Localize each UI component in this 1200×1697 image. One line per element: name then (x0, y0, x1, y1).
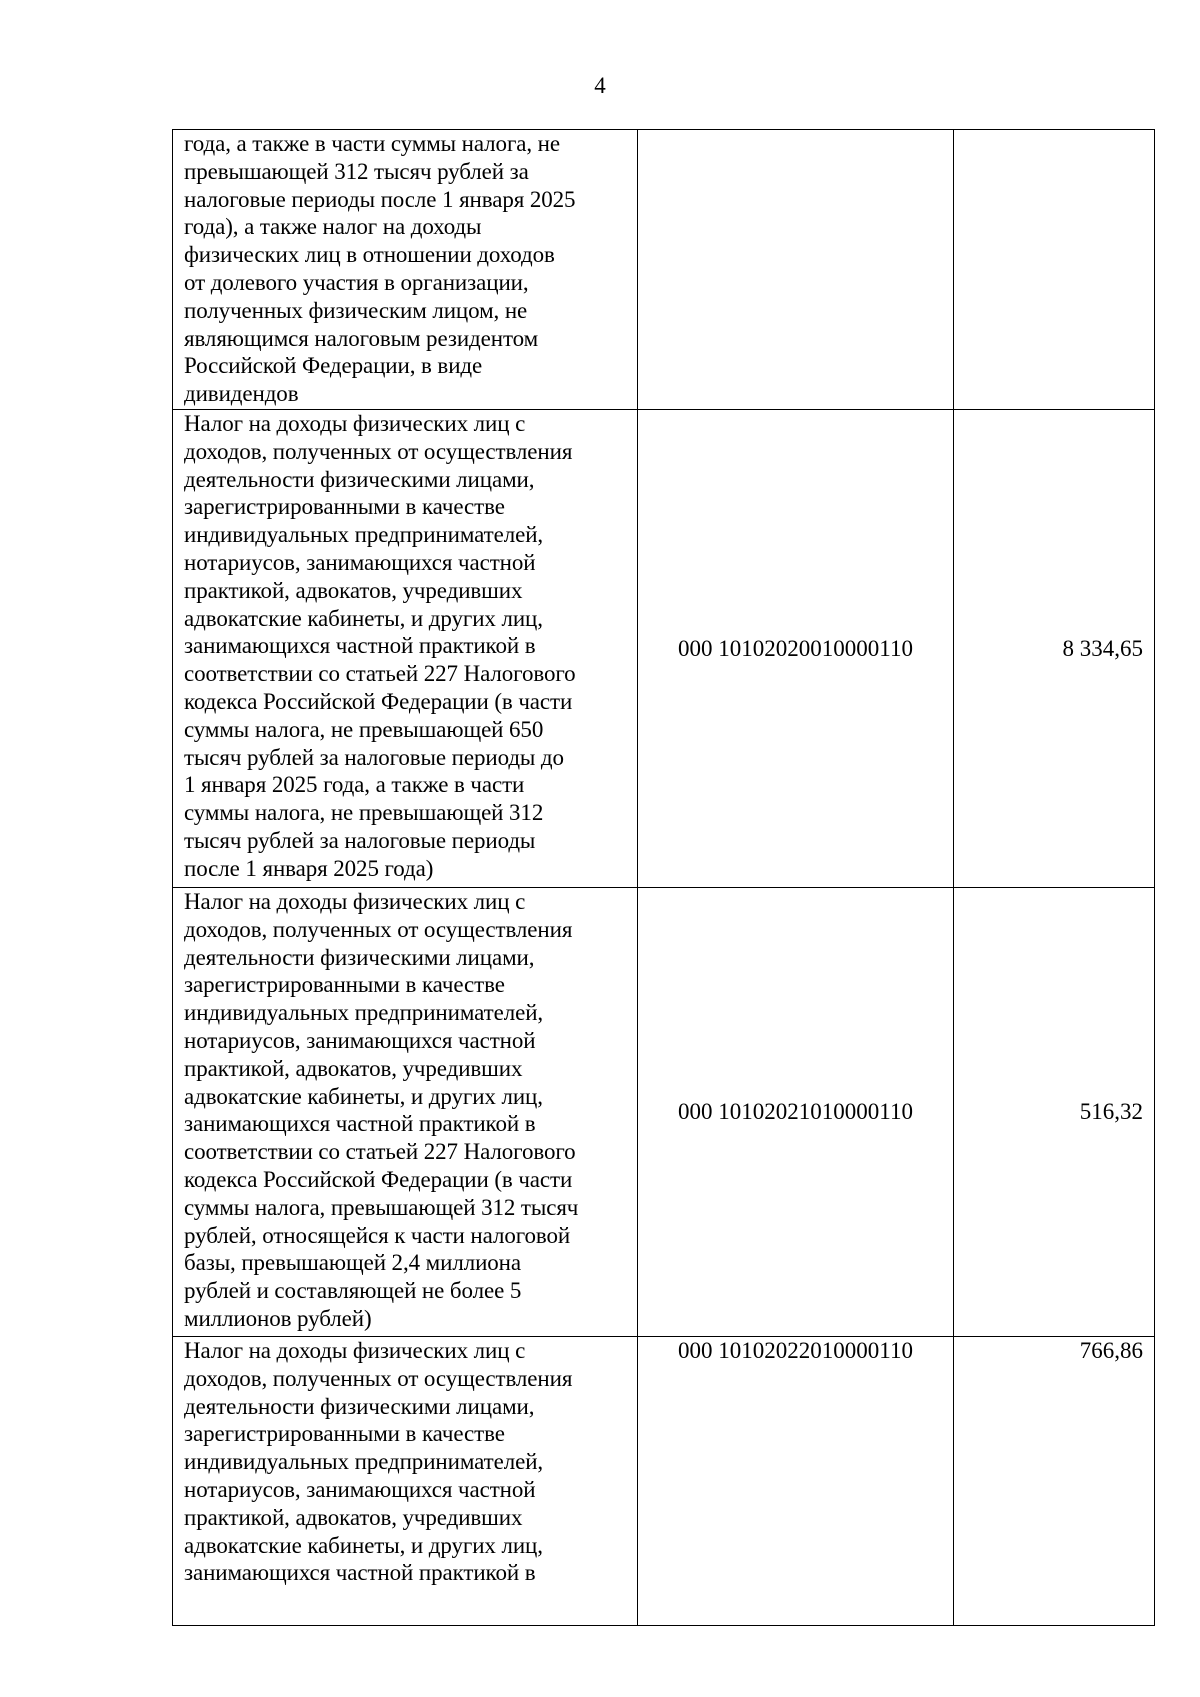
row-amount: 766,86 (954, 1337, 1155, 1626)
page-number: 4 (594, 73, 606, 98)
row-amount (954, 130, 1155, 410)
row-budget-code (638, 130, 954, 410)
row-budget-code: 000 10102022010000110 (638, 1337, 954, 1626)
row-description: Налог на доходы физических лиц с доходов, полученных от осуществления деятельности физическими лицами, зарегистрированными в качестве индивидуальных предпринимателей, нотариусов, занимающихся частной практикой, адвокатов, учредивших адвокатские кабинеты, и других лиц, занимающихся частной практикой в соответствии со статьей 227 Налогового кодекса Российской Федерации (в части суммы налога, превышающей 312 тысяч рублей, относящейся к части налоговой базы, превышающей 2,4 миллиона рублей и составляющей не более 5 миллионов рублей) (173, 888, 638, 1337)
table-row (173, 410, 1155, 888)
revenue-table (172, 129, 1155, 1626)
table-row (173, 888, 1155, 1337)
row-budget-code: 000 10102020010000110 (638, 410, 954, 888)
row-amount: 516,32 (954, 888, 1155, 1337)
row-amount: 8 334,65 (954, 410, 1155, 888)
row-description: Налог на доходы физических лиц с доходов, полученных от осуществления деятельности физическими лицами, зарегистрированными в качестве индивидуальных предпринимателей, нотариусов, занимающихся частной практикой, адвокатов, учредивших адвокатские кабинеты, и других лиц, занимающихся частной практикой в (173, 1337, 638, 1626)
table-row (173, 1337, 1155, 1626)
row-description: года, а также в части суммы налога, не превышающей 312 тысяч рублей за налоговые периоды после 1 января 2025 года), а также налог на доходы физических лиц в отношении доходов от долевого участия в организации, полученных физическим лицом, не являющимся налоговым резидентом Российской Федерации, в виде дивидендов (173, 130, 638, 410)
table-row (173, 130, 1155, 410)
row-description: Налог на доходы физических лиц с доходов, полученных от осуществления деятельности физическими лицами, зарегистрированными в качестве индивидуальных предпринимателей, нотариусов, занимающихся частной практикой, адвокатов, учредивших адвокатские кабинеты, и других лиц, занимающихся частной практикой в соответствии со статьей 227 Налогового кодекса Российской Федерации (в части суммы налога, не превышающей 650 тысяч рублей за налоговые периоды до 1 января 2025 года, а также в части суммы налога, не превышающей 312 тысяч рублей за налоговые периоды после 1 января 2025 года) (173, 410, 638, 888)
row-budget-code: 000 10102021010000110 (638, 888, 954, 1337)
